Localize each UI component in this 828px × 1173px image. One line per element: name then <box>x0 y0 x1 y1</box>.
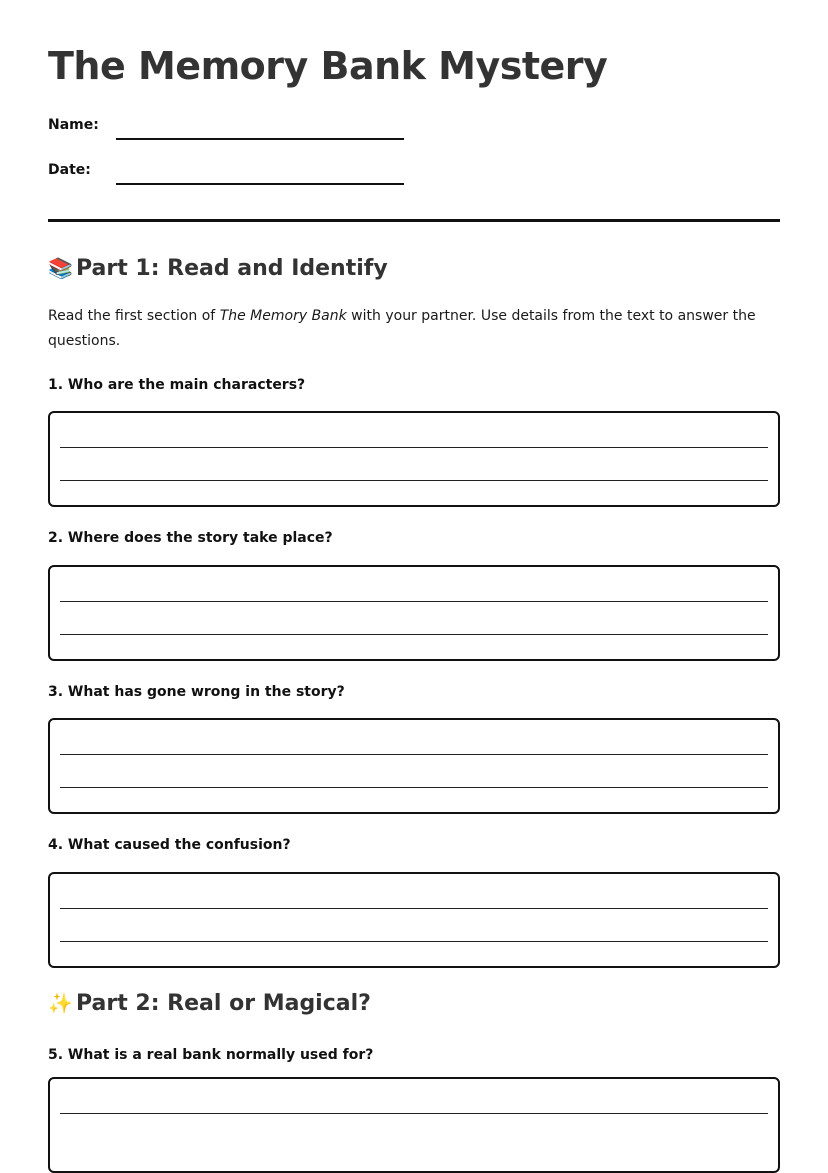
intro-before: Read the first section of <box>48 308 220 324</box>
page-title: The Memory Bank Mystery <box>48 44 608 88</box>
date-field <box>48 162 408 186</box>
answer-line <box>60 447 768 448</box>
answer-box-2[interactable] <box>48 565 780 661</box>
answer-line <box>60 754 768 755</box>
header-divider <box>48 219 780 222</box>
intro-after: with your partner. Use details from the text to answer the questions. <box>48 308 756 349</box>
answer-line <box>60 480 768 481</box>
answer-line <box>60 908 768 909</box>
books-icon: 📚 <box>48 256 73 280</box>
answer-line <box>60 1113 768 1114</box>
name-field <box>48 117 408 141</box>
sparkles-icon: ✨ <box>48 991 73 1015</box>
answer-line <box>60 787 768 788</box>
part2-heading <box>48 991 371 1016</box>
name-line[interactable] <box>116 138 404 140</box>
answer-box-4[interactable] <box>48 872 780 968</box>
question-4: 4. What caused the confusion? <box>48 837 291 853</box>
question-5: 5. What is a real bank normally used for? <box>48 1047 374 1063</box>
question-2: 2. Where does the story take place? <box>48 530 333 546</box>
name-label: Name: <box>48 117 99 133</box>
answer-box-3[interactable] <box>48 718 780 814</box>
part1-instructions <box>48 304 768 354</box>
date-label: Date: <box>48 162 91 178</box>
question-1: 1. Who are the main characters? <box>48 377 306 393</box>
part2-title: Part 2: Real or Magical? <box>76 991 371 1016</box>
part1-heading <box>48 256 388 281</box>
date-line[interactable] <box>116 183 404 185</box>
answer-line <box>60 941 768 942</box>
answer-box-5[interactable] <box>48 1077 780 1173</box>
answer-box-1[interactable] <box>48 411 780 507</box>
part1-title: Part 1: Read and Identify <box>76 256 388 281</box>
answer-line <box>60 601 768 602</box>
question-3: 3. What has gone wrong in the story? <box>48 684 345 700</box>
answer-line <box>60 634 768 635</box>
book-title: The Memory Bank <box>219 308 347 324</box>
